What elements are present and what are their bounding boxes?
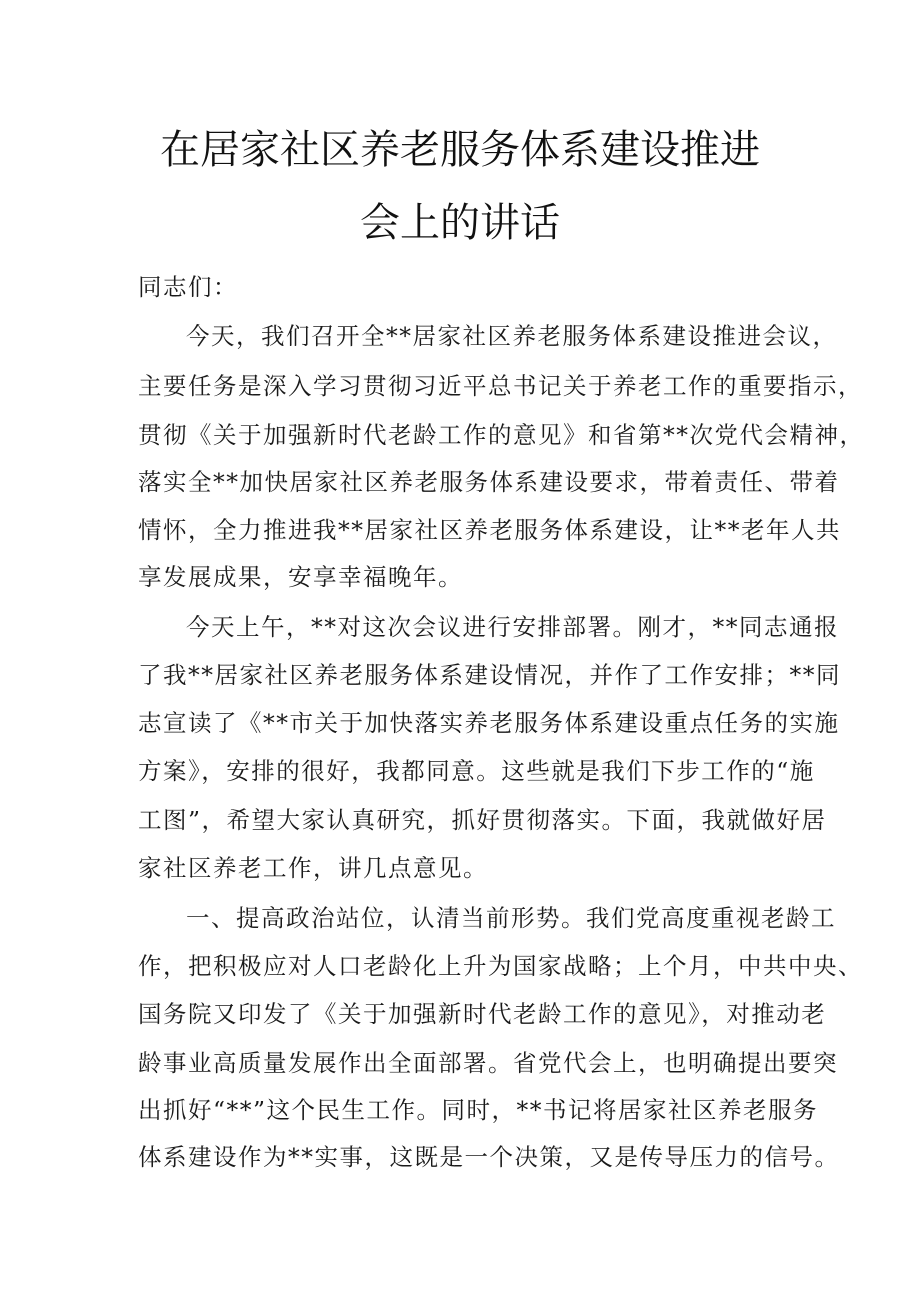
paragraph-1-line-1: 今天，我们召开全**居家社区养老服务体系建设推进会议， [186,322,838,350]
paragraph-3-line-2: 作，把积极应对人口老龄化上升为国家战略；上个月，中共中央、 [138,952,863,980]
paragraph-2-line-4: 方案》，安排的很好，我都同意。这些就是我们下步工作的“施 [138,757,815,785]
paragraph-3-line-6: 体系建设作为**实事，这既是一个决策，又是传导压力的信号。 [138,1143,840,1171]
salutation: 同志们： [138,273,238,301]
document-title-line-2: 会上的讲话 [360,200,560,246]
paragraph-1-line-6: 享发展成果，安享幸福晚年。 [138,563,463,591]
paragraph-3-line-5: 出抓好“**”这个民生工作。同时，**书记将居家社区养老服务 [138,1096,819,1124]
paragraph-2-line-2: 了我**居家社区养老服务体系建设情况，并作了工作安排；**同 [138,661,841,689]
paragraph-3-line-4: 龄事业高质量发展作出全面部署。省党代会上，也明确提出要突 [138,1049,838,1077]
paragraph-1-line-3: 贯彻《关于加强新时代老龄工作的意见》和省第**次党代会精神， [138,421,865,449]
paragraph-2-line-3: 志宣读了《**市关于加快落实养老服务体系建设重点任务的实施 [138,709,840,737]
paragraph-1-line-5: 情怀，全力推进我**居家社区养老服务体系建设，让**老年人共 [138,516,841,544]
paragraph-1-line-4: 落实全**加快居家社区养老服务体系建设要求，带着责任、带着 [138,468,840,496]
paragraph-2-line-6: 家社区养老工作，讲几点意见。 [138,854,488,882]
paragraph-3-line-3: 国务院又印发了《关于加强新时代老龄工作的意见》，对推动老 [138,1000,827,1028]
paragraph-1-line-2: 主要任务是深入学习贯彻习近平总书记关于养老工作的重要指示， [138,372,863,400]
paragraph-3-line-1: 一、提高政治站位，认清当前形势。我们党高度重视老龄工 [186,904,836,932]
document-title-line-1: 在居家社区养老服务体系建设推进 [160,127,760,173]
paragraph-2-line-5: 工图”，希望大家认真研究，抓好贯彻落实。下面，我就做好居 [138,806,827,834]
paragraph-2-line-1: 今天上午，**对这次会议进行安排部署。刚才，**同志通报 [186,613,839,641]
